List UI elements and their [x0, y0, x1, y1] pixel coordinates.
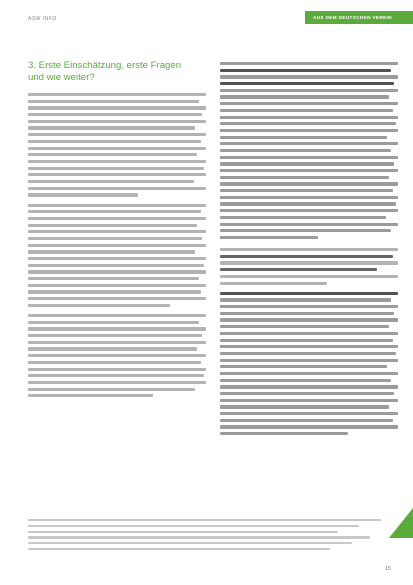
body-paragraph: [28, 93, 206, 197]
corner-accent: [389, 508, 413, 538]
emphasis-paragraph: [220, 292, 398, 436]
section-banner: AUS DEM DEUTSCHEN VEREIN: [305, 11, 413, 24]
footnotes: [28, 519, 388, 554]
body-paragraph: [220, 248, 398, 285]
section-heading: 3. Erste Einschätzung, erste Fragen und wie weiter?: [28, 60, 182, 83]
left-column: [28, 60, 206, 404]
header-left-label: ASW INFO: [28, 16, 57, 22]
body-paragraph: [28, 314, 206, 397]
emphasis-paragraph: [220, 62, 398, 239]
right-column: [220, 60, 398, 444]
body-paragraph: [28, 204, 206, 308]
page-number: 15: [384, 566, 391, 572]
